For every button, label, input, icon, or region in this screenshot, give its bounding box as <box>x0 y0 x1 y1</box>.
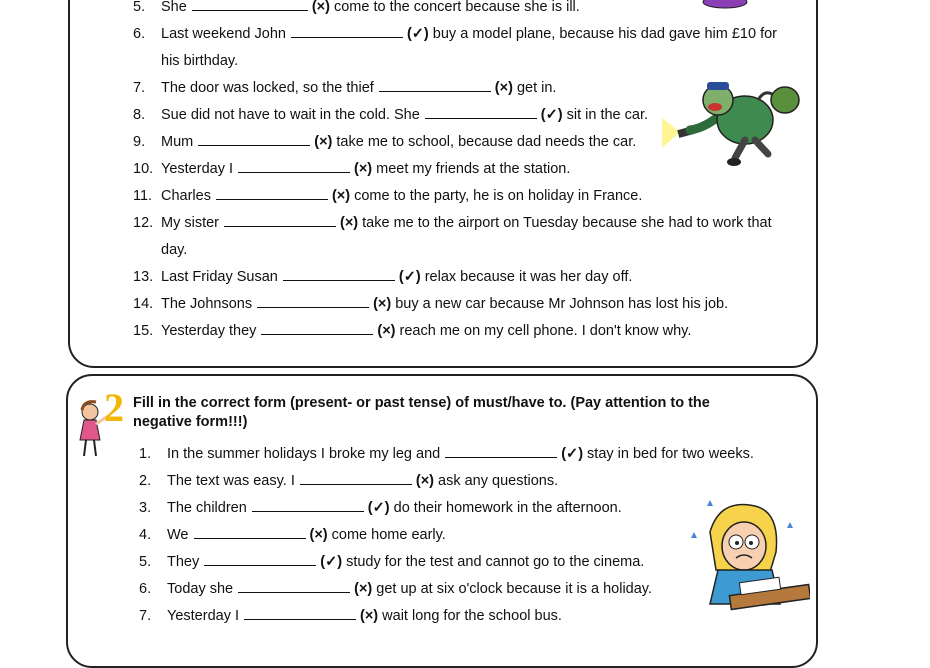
answer-blank[interactable] <box>425 106 537 119</box>
item-text-after: study for the test and cannot go to the cinema. <box>342 554 645 570</box>
cross-mark-icon: (×) <box>415 473 434 489</box>
exercise-line <box>133 214 772 232</box>
purple-hat-illustration <box>700 0 750 10</box>
check-mark-icon: (✓) <box>367 500 390 516</box>
item-text-after: buy a new car because Mr Johnson has lost his job. <box>391 296 729 312</box>
item-text-before: The Johnsons <box>161 296 253 312</box>
item-number: 2. <box>139 473 152 489</box>
answer-blank[interactable] <box>379 79 491 92</box>
item-text-after: get up at six o'clock because it is a holiday. <box>372 581 652 597</box>
item-text-after: come to the concert because she is ill. <box>329 0 580 15</box>
item-number: 6. <box>133 26 146 42</box>
exercise-line <box>139 607 562 625</box>
item-text-before: Yesterday I <box>167 608 240 624</box>
item-text-after: get in. <box>512 80 557 96</box>
cross-mark-icon: (×) <box>494 80 513 96</box>
answer-blank[interactable] <box>261 322 373 335</box>
check-mark-icon: (✓) <box>398 269 421 285</box>
item-text-before: In the summer holidays I broke my leg and <box>167 446 441 462</box>
item-number: 6. <box>139 581 152 597</box>
item-number: 15. <box>133 323 154 339</box>
answer-blank[interactable] <box>238 580 350 593</box>
item-text-before: The text was easy. I <box>167 473 295 489</box>
check-mark-icon: (✓) <box>406 26 429 42</box>
exercise-line <box>133 187 642 205</box>
item-number: 5. <box>139 554 152 570</box>
item-text-after: do their homework in the afternoon. <box>389 500 622 516</box>
item-text-before: Sue did not have to wait in the cold. She <box>161 107 420 123</box>
cross-mark-icon: (×) <box>340 215 359 231</box>
item-number: 5. <box>133 0 146 15</box>
cross-mark-icon: (×) <box>314 134 333 150</box>
item-text-after: ask any questions. <box>434 473 559 489</box>
item-text-after: come home early. <box>327 527 446 543</box>
exercise-line <box>139 580 652 598</box>
item-text-before: Yesterday I <box>161 161 234 177</box>
item-text-after: come to the party, he is on holiday in France. <box>350 188 643 204</box>
exercise-line <box>139 553 644 571</box>
item-text-after: sit in the car. <box>562 107 649 123</box>
item-text-after: take me to school, because dad needs the car. <box>332 134 637 150</box>
item-number: 14. <box>133 296 154 312</box>
exercise-line <box>133 295 728 313</box>
exercise-line <box>133 268 632 286</box>
item-text-after: relax because it was her day off. <box>420 269 633 285</box>
answer-blank[interactable] <box>192 0 308 11</box>
item-number: 11. <box>133 188 153 204</box>
cross-mark-icon: (×) <box>354 581 373 597</box>
exercise-line <box>133 0 580 16</box>
item-number: 12. <box>133 215 154 231</box>
answer-blank[interactable] <box>257 295 369 308</box>
item-text-before: Last Friday Susan <box>161 269 278 285</box>
cross-mark-icon: (×) <box>373 296 392 312</box>
item-text-after: wait long for the school bus. <box>378 608 562 624</box>
item-number: 8. <box>133 107 146 123</box>
answer-blank[interactable] <box>198 133 310 146</box>
answer-blank[interactable] <box>244 607 356 620</box>
item-text-before: Today she <box>167 581 234 597</box>
check-mark-icon: (✓) <box>561 446 584 462</box>
item-number: 1. <box>139 446 152 462</box>
answer-blank[interactable] <box>204 553 316 566</box>
exercise-line <box>139 526 446 544</box>
item-number: 13. <box>133 269 154 285</box>
instruction-line-2: negative form!!!) <box>133 414 248 430</box>
item-text-after: buy a model plane, because his dad gave him £10 for <box>428 26 777 42</box>
item-text-before: The children <box>167 500 247 516</box>
item-text-before: We <box>167 527 189 543</box>
answer-blank[interactable] <box>194 526 306 539</box>
item-text-after: meet my friends at the station. <box>372 161 571 177</box>
cross-mark-icon: (×) <box>309 527 328 543</box>
answer-blank[interactable] <box>300 472 412 485</box>
check-mark-icon: (✓) <box>320 554 343 570</box>
answer-blank[interactable] <box>216 187 328 200</box>
item-text-before: Charles <box>161 188 211 204</box>
exercise-line <box>133 25 777 43</box>
instruction-line-1: Fill in the correct form (present- or past tense) of must/have to. (Pay attention to the <box>133 395 710 411</box>
answer-blank[interactable] <box>252 499 364 512</box>
cross-mark-icon: (×) <box>360 608 379 624</box>
exercise-line <box>139 472 558 490</box>
exercise-line <box>133 241 187 259</box>
exercise-number-badge: 2 <box>104 385 124 430</box>
item-text-after: reach me on my cell phone. I don't know why. <box>395 323 692 339</box>
exercise-line <box>133 106 648 124</box>
item-text-before: his birthday. <box>161 53 239 69</box>
exercise-line <box>133 160 570 178</box>
item-text-before: Yesterday they <box>161 323 257 339</box>
cross-mark-icon: (×) <box>311 0 330 15</box>
item-number: 7. <box>133 80 146 96</box>
item-text-before: She <box>161 0 187 15</box>
answer-blank[interactable] <box>291 25 403 38</box>
cross-mark-icon: (×) <box>377 323 396 339</box>
item-number: 9. <box>133 134 146 150</box>
item-text-after: stay in bed for two weeks. <box>583 446 754 462</box>
item-text-before: day. <box>161 242 188 258</box>
stressed-student-illustration <box>680 492 810 620</box>
item-number: 10. <box>133 161 154 177</box>
check-mark-icon: (✓) <box>540 107 563 123</box>
item-text-before: My sister <box>161 215 219 231</box>
answer-blank[interactable] <box>283 268 395 281</box>
item-number: 4. <box>139 527 152 543</box>
answer-blank[interactable] <box>224 214 336 227</box>
item-text-before: Last weekend John <box>161 26 286 42</box>
exercise-line <box>133 322 691 340</box>
exercise-2-instruction <box>133 394 710 432</box>
exercise-line <box>133 52 238 70</box>
exercise-line <box>133 79 556 97</box>
item-text-before: The door was locked, so the thief <box>161 80 374 96</box>
cross-mark-icon: (×) <box>354 161 373 177</box>
cross-mark-icon: (×) <box>331 188 351 204</box>
item-text-before: Mum <box>161 134 194 150</box>
answer-blank[interactable] <box>238 160 350 173</box>
thief-illustration <box>660 70 815 170</box>
item-text-after: take me to the airport on Tuesday because she had to work that <box>358 215 772 231</box>
answer-blank[interactable] <box>445 445 557 458</box>
exercise-line <box>133 133 636 151</box>
item-number: 3. <box>139 500 152 516</box>
item-number: 7. <box>139 608 152 624</box>
item-text-before: They <box>167 554 200 570</box>
exercise-line <box>139 445 754 463</box>
exercise-line <box>139 499 622 517</box>
